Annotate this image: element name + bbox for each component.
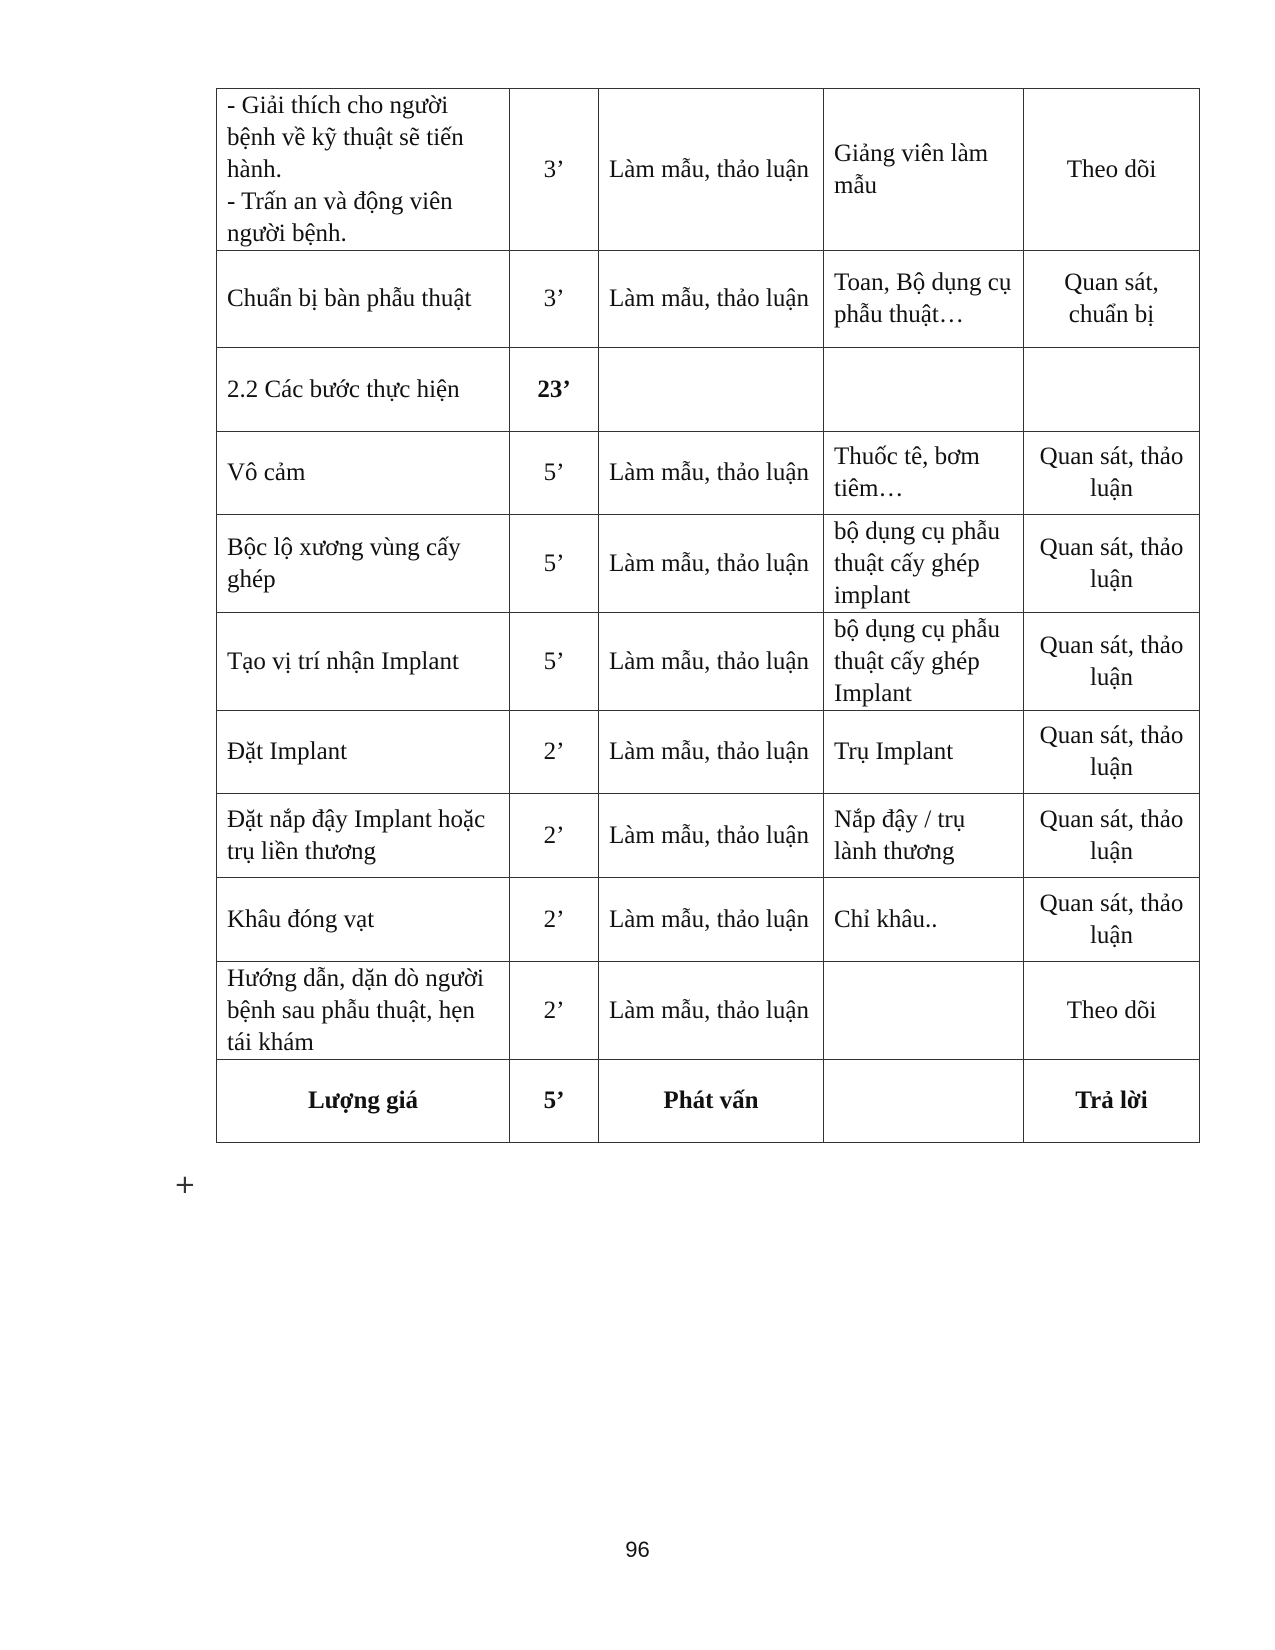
lesson-plan-table: [216, 88, 1200, 1143]
method-cell: Làm mẫu, thảo luận: [599, 251, 824, 348]
eval-cell: Theo dõi: [1024, 962, 1200, 1060]
method-cell: [599, 348, 824, 432]
content-cell: Lượng giá: [217, 1060, 510, 1143]
content-cell: [217, 89, 510, 251]
eval-cell: Theo dõi: [1024, 89, 1200, 251]
method-cell: Làm mẫu, thảo luận: [599, 613, 824, 711]
method-cell: Làm mẫu, thảo luận: [599, 432, 824, 515]
time-cell: 5’: [510, 515, 599, 613]
table-row: [217, 89, 1200, 251]
eval-cell: Quan sát, thảo luận: [1024, 432, 1200, 515]
time-cell: 2’: [510, 711, 599, 794]
material-cell: bộ dụng cụ phẫu thuật cấy ghép Implant: [824, 613, 1024, 711]
content-cell: Đặt Implant: [217, 711, 510, 794]
eval-cell: Quan sát, thảo luận: [1024, 794, 1200, 878]
table-row: [217, 794, 1200, 878]
method-cell: Làm mẫu, thảo luận: [599, 878, 824, 962]
table-row: [217, 432, 1200, 515]
table-row: [217, 1060, 1200, 1143]
time-cell: 2’: [510, 794, 599, 878]
material-cell: Trụ Implant: [824, 711, 1024, 794]
eval-cell: Trả lời: [1024, 1060, 1200, 1143]
material-cell: Chỉ khâu..: [824, 878, 1024, 962]
material-cell: Nắp đậy / trụ lành thương: [824, 794, 1024, 878]
content-cell: Bộc lộ xương vùng cấy ghép: [217, 515, 510, 613]
table-row: [217, 711, 1200, 794]
eval-cell: Quan sát, thảo luận: [1024, 613, 1200, 711]
table-row: [217, 613, 1200, 711]
eval-cell: Quan sát, thảo luận: [1024, 515, 1200, 613]
time-cell: 2’: [510, 962, 599, 1060]
method-cell: Làm mẫu, thảo luận: [599, 515, 824, 613]
content-line: - Giải thích cho người bệnh về kỹ thuật sẽ tiến hành.: [227, 91, 464, 183]
material-cell: [824, 962, 1024, 1060]
content-cell: Khâu đóng vạt: [217, 878, 510, 962]
plus-mark: +: [174, 1170, 196, 1200]
method-cell: Làm mẫu, thảo luận: [599, 711, 824, 794]
material-cell: Thuốc tê, bơm tiêm…: [824, 432, 1024, 515]
content-cell: Hướng dẫn, dặn dò người bệnh sau phẫu thuật, hẹn tái khám: [217, 962, 510, 1060]
method-cell: Làm mẫu, thảo luận: [599, 89, 824, 251]
eval-cell: Quan sát, thảo luận: [1024, 711, 1200, 794]
content-cell: Vô cảm: [217, 432, 510, 515]
time-cell: 2’: [510, 878, 599, 962]
material-cell: Giảng viên làm mẫu: [824, 89, 1024, 251]
method-cell: Phát vấn: [599, 1060, 824, 1143]
material-cell: [824, 1060, 1024, 1143]
content-cell: 2.2 Các bước thực hiện: [217, 348, 510, 432]
method-cell: Làm mẫu, thảo luận: [599, 962, 824, 1060]
time-cell: 3’: [510, 251, 599, 348]
time-cell: 3’: [510, 89, 599, 251]
time-cell: 5’: [510, 613, 599, 711]
content-cell: Chuẩn bị bàn phẫu thuật: [217, 251, 510, 348]
table-row: [217, 878, 1200, 962]
content-cell: Tạo vị trí nhận Implant: [217, 613, 510, 711]
table-row: [217, 515, 1200, 613]
time-cell: 5’: [510, 1060, 599, 1143]
content-line: - Trấn an và động viên người bệnh.: [227, 187, 453, 247]
content-cell: Đặt nắp đậy Implant hoặc trụ liền thương: [217, 794, 510, 878]
eval-cell: [1024, 348, 1200, 432]
material-cell: [824, 348, 1024, 432]
time-cell: 5’: [510, 432, 599, 515]
method-cell: Làm mẫu, thảo luận: [599, 794, 824, 878]
table-row: [217, 348, 1200, 432]
material-cell: bộ dụng cụ phẫu thuật cấy ghép implant: [824, 515, 1024, 613]
page-number: 96: [625, 1537, 650, 1562]
table-row: [217, 962, 1200, 1060]
table-row: [217, 251, 1200, 348]
eval-cell: Quan sát, chuẩn bị: [1024, 251, 1200, 348]
eval-cell: Quan sát, thảo luận: [1024, 878, 1200, 962]
material-cell: Toan, Bộ dụng cụ phẫu thuật…: [824, 251, 1024, 348]
time-cell: 23’: [510, 348, 599, 432]
